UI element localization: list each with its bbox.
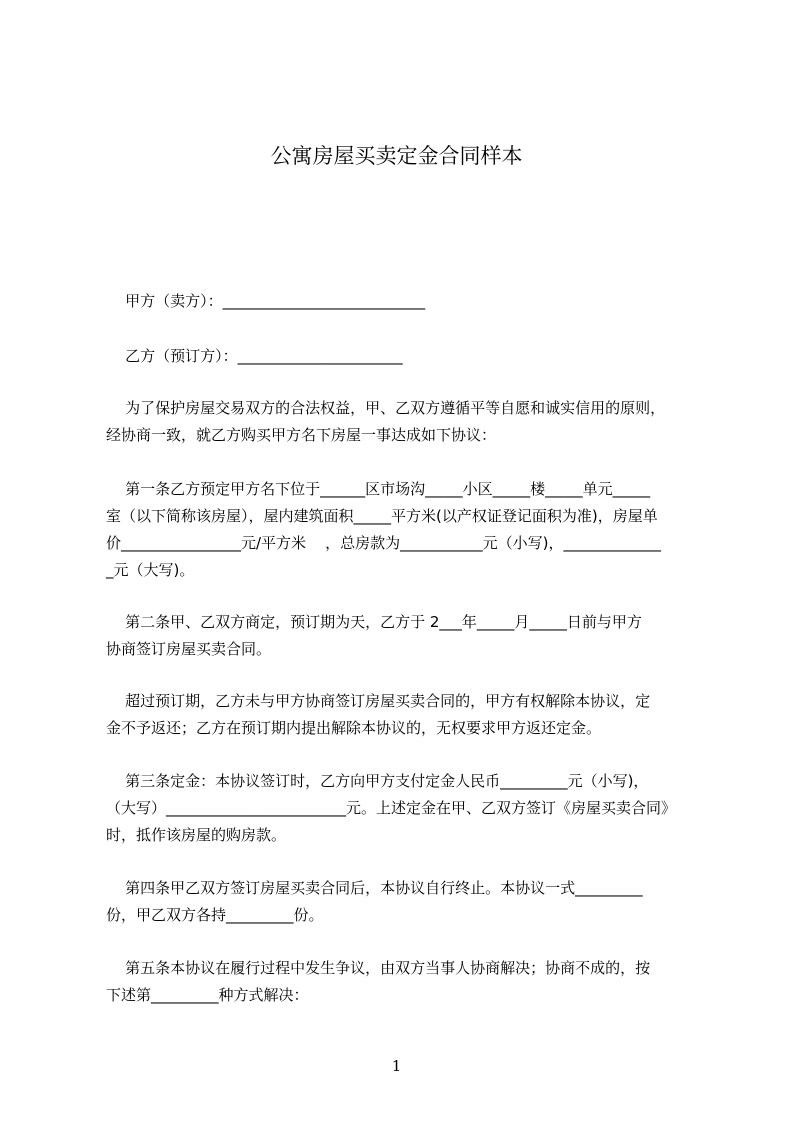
party-a-line: 甲方（卖方）：___________________________ xyxy=(106,292,426,310)
preamble-line-2: 经协商一致，就乙方购买甲方名下房屋一事达成如下协议： xyxy=(106,426,497,444)
article-3-line-1: 第三条定金：本协议签订时，乙方向甲方支付定金人民币_________元（小写)， xyxy=(106,772,649,790)
preamble-line-1: 为了保护房屋交易双方的合法权益，甲、乙双方遵循平等自愿和诚实信用的原则， xyxy=(106,399,666,417)
article-1-line-2: 室（以下简称该房屋），屋内建筑面积_____平方米(以产权证登记面积为准)，房屋单 xyxy=(106,507,658,525)
article-2-line-2: 协商签订房屋买卖合同。 xyxy=(106,640,272,658)
article-3-line-2: （大写）________________________元。上述定金在甲、乙双方签订《房屋买卖合同》 xyxy=(106,799,677,817)
overdue-line-2: 金不予返还；乙方在预订期内提出解除本协议的，无权要求甲方返还定金。 xyxy=(106,719,602,737)
article-4-line-1: 第四条甲乙双方签订房屋买卖合同后，本协议自行终止。本协议一式_________ xyxy=(106,879,643,897)
party-b-line: 乙方（预订方）：______________________ xyxy=(106,347,403,365)
article-1-line-3: 价________________元/平方米 ，总房款为___________元（小写)，_____________ xyxy=(106,534,661,552)
page-number: 1 xyxy=(391,1057,402,1075)
article-5-line-2: 下述第_________种方式解决： xyxy=(106,986,309,1004)
article-4-line-2: 份，甲乙双方各持_________份。 xyxy=(106,906,324,924)
article-1-line-4: _元（大写)。 xyxy=(106,561,195,579)
document-title: 公寓房屋买卖定金合同样本 xyxy=(270,144,523,168)
article-1-line-1: 第一条乙方预定甲方名下位于______区市场沟_____小区_____楼_____单元_____ xyxy=(106,480,651,498)
overdue-line-1: 超过预订期，乙方未与甲方协商签订房屋买卖合同的，甲方有权解除本协议，定 xyxy=(106,692,651,710)
article-3-line-3: 时，抵作该房屋的购房款。 xyxy=(106,826,287,844)
article-2-line-1: 第二条甲、乙双方商定，预订期为天，乙方于 2___年_____月_____日前与甲方 xyxy=(106,613,642,631)
article-5-line-1: 第五条本协议在履行过程中发生争议，由双方当事人协商解决；协商不成的，按 xyxy=(106,959,651,977)
